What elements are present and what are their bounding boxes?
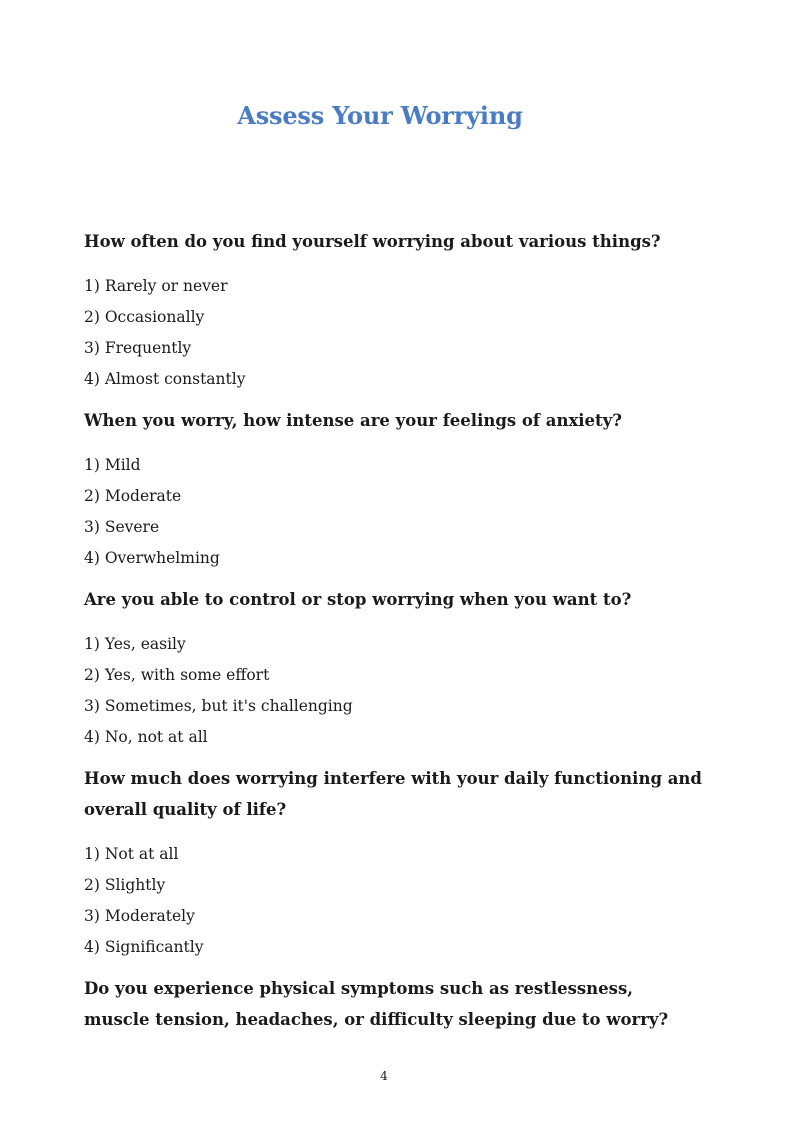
- option-item: 2) Moderate: [84, 487, 182, 505]
- question-text: How much does worrying interfere with your daily functioning and overall quality of life?: [84, 769, 702, 819]
- option-item: 3) Moderately: [84, 907, 195, 925]
- question-block-4: [84, 763, 704, 963]
- question-text: Do you experience physical symptoms such as restlessness, muscle tension, headaches, or difficulty sleeping due to worry?: [84, 979, 669, 1029]
- question-block-5: [84, 973, 704, 1035]
- option-item: 3) Sometimes, but it's challenging: [84, 697, 353, 715]
- question-text: When you worry, how intense are your feelings of anxiety?: [84, 411, 622, 430]
- option-item: 1) Not at all: [84, 845, 179, 863]
- option-item: 4) Significantly: [84, 938, 204, 956]
- option-list: [84, 629, 704, 753]
- question-block-3: [84, 584, 704, 753]
- option-item: 3) Severe: [84, 518, 160, 536]
- option-item: 1) Yes, easily: [84, 635, 186, 653]
- page-title: Assess Your Worrying: [237, 101, 523, 130]
- question-text: How often do you find yourself worrying about various things?: [84, 232, 661, 251]
- page-number: 4: [380, 1069, 388, 1083]
- question-text: Are you able to control or stop worrying when you want to?: [84, 590, 632, 609]
- option-item: 1) Mild: [84, 456, 141, 474]
- option-item: 1) Rarely or never: [84, 277, 228, 295]
- option-item: 2) Occasionally: [84, 308, 205, 326]
- option-item: 4) Overwhelming: [84, 549, 220, 567]
- option-list: [84, 271, 704, 395]
- question-block-2: [84, 405, 704, 574]
- question-block-1: [84, 226, 704, 395]
- option-list: [84, 450, 704, 574]
- questionnaire: [84, 226, 704, 1049]
- option-item: 2) Yes, with some effort: [84, 666, 270, 684]
- option-item: 2) Slightly: [84, 876, 166, 894]
- option-item: 3) Frequently: [84, 339, 192, 357]
- option-list: [84, 839, 704, 963]
- option-item: 4) Almost constantly: [84, 370, 246, 388]
- option-item: 4) No, not at all: [84, 728, 208, 746]
